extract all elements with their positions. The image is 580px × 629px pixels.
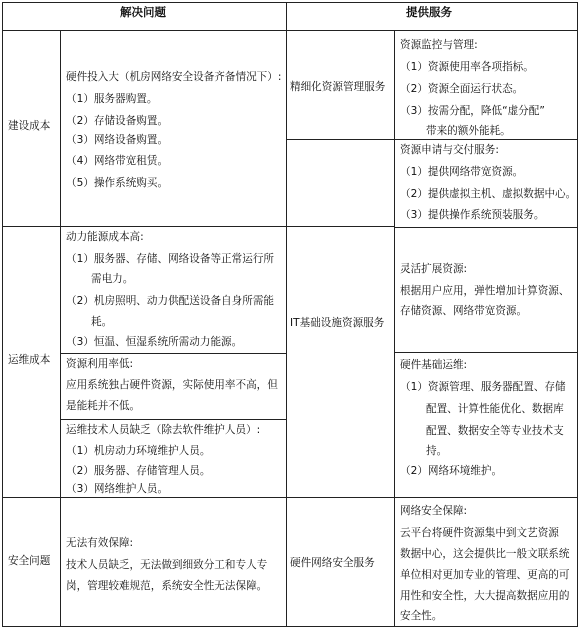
cell-divider-util — [60, 419, 286, 420]
service-name-divider — [394, 30, 395, 627]
table-border-top — [2, 2, 578, 3]
category-security: 安全问题 — [8, 555, 51, 567]
row-divider-ops — [2, 497, 578, 498]
text-line: （3）提供操作系统预装服务。 — [400, 209, 545, 221]
problem-title-staff: 运维技术人员缺乏（除去软件维护人员）: — [66, 424, 261, 436]
service-title-delivery: 资源申请与交付服务: — [400, 144, 499, 156]
problem-title-security: 无法有效保障: — [66, 537, 134, 549]
text-line: 应用系统独占硬件资源，实际使用率不高，但 — [66, 379, 278, 391]
text-line: 带来的额外能耗。 — [426, 125, 511, 137]
list-item: （3）网络维护人员。 — [66, 483, 169, 495]
text-line: 是能耗并不低。 — [66, 400, 141, 412]
list-item: （5）操作系统购买。 — [66, 177, 169, 189]
text-line: 需电力。 — [91, 273, 134, 285]
service-title-netsec: 网络安全保障: — [400, 505, 468, 517]
text-line: （1）服务器、存储、网络设备等正常运行所 — [66, 253, 275, 265]
text-line: （2）资源全面运行状态。 — [400, 83, 524, 95]
text-line: 存储资源、网络带宽资源。 — [400, 305, 528, 317]
text-line: 数据中心，这会提供比一般文联系统 — [400, 548, 570, 560]
problem-title-hardware: 硬件投入大（机房网络安全设备齐备情况下）: — [66, 71, 282, 83]
text-line: （3）按需分配，降低“虚分配” — [400, 105, 545, 117]
table-border-left — [2, 2, 3, 627]
header-divider — [2, 30, 578, 31]
list-item: （3）网络设备购置。 — [66, 134, 169, 146]
text-line: （1）资源管理、服务器配置、存储 — [400, 381, 566, 393]
service-title-monitor: 资源监控与管理: — [400, 39, 478, 51]
text-line: 用性和安全性，大大提高数据应用的 — [400, 590, 570, 602]
service-name-netsec: 硬件网络安全服务 — [290, 557, 375, 569]
text-line: （3）恒温、恒湿系统所需动力能源。 — [66, 336, 243, 348]
service-name-mgmt: 精细化资源管理服务 — [290, 81, 386, 93]
cell-divider-expand — [394, 352, 578, 353]
list-item: （2）服务器、存储管理人员。 — [66, 465, 211, 477]
service-title-expand: 灵活扩展资源: — [400, 263, 468, 275]
list-item: （2）存储设备购置。 — [66, 115, 169, 127]
header-problems: 解决问题 — [120, 5, 166, 19]
service-name-infra: IT基础设施资源服务 — [290, 317, 385, 329]
problem-title-energy: 动力能源成本高: — [66, 231, 144, 243]
text-line: 单位相对更加专业的管理、更高的可 — [400, 569, 570, 581]
cell-divider-energy — [60, 353, 286, 354]
text-line: 技术人员缺乏，无法做到细致分工和专人专 — [66, 559, 268, 571]
header-services: 提供服务 — [406, 5, 452, 19]
problem-title-utilization: 资源利用率低: — [66, 358, 134, 370]
text-line: 根据用户应用，弹性增加计算资源、 — [400, 285, 570, 297]
category-ops-cost: 运维成本 — [8, 354, 51, 366]
text-line: （2）机房照明、动力供配送设备自身所需能 — [66, 295, 275, 307]
category-build-cost: 建设成本 — [8, 120, 51, 132]
list-item: （4）网络带宽租赁。 — [66, 155, 169, 167]
table-border-bottom — [2, 626, 578, 627]
text-line: 岗，管理较难规范，系统安全性无法保障。 — [66, 580, 268, 592]
text-line: 配置、计算性能优化、数据库 — [426, 403, 564, 415]
text-line: 云平台将硬件资源集中到文艺资源 — [400, 527, 559, 539]
list-item: （1）机房动力环境维护人员。 — [66, 445, 211, 457]
cell-divider-monitor — [394, 139, 578, 140]
list-item: （1）服务器购置。 — [66, 93, 158, 105]
text-line: 持。 — [426, 445, 448, 457]
category-divider — [60, 30, 61, 627]
service-title-hardware-ops: 硬件基础运维: — [400, 359, 468, 371]
half-divider — [286, 2, 287, 627]
text-line: （2）提供虚拟主机、虚拟数据中心。 — [400, 188, 577, 200]
text-line: 安全性。 — [400, 610, 443, 622]
text-line: （1）提供网络带宽资源。 — [400, 166, 524, 178]
text-line: （2）网络环境维护。 — [400, 465, 503, 477]
text-line: 配置、数据安全等专业技术支 — [426, 425, 564, 437]
cell-divider-delivery — [394, 227, 578, 228]
text-line: 耗。 — [91, 316, 113, 328]
text-line: （1）资源使用率各项指标。 — [400, 61, 534, 73]
table-border-right — [577, 2, 578, 627]
